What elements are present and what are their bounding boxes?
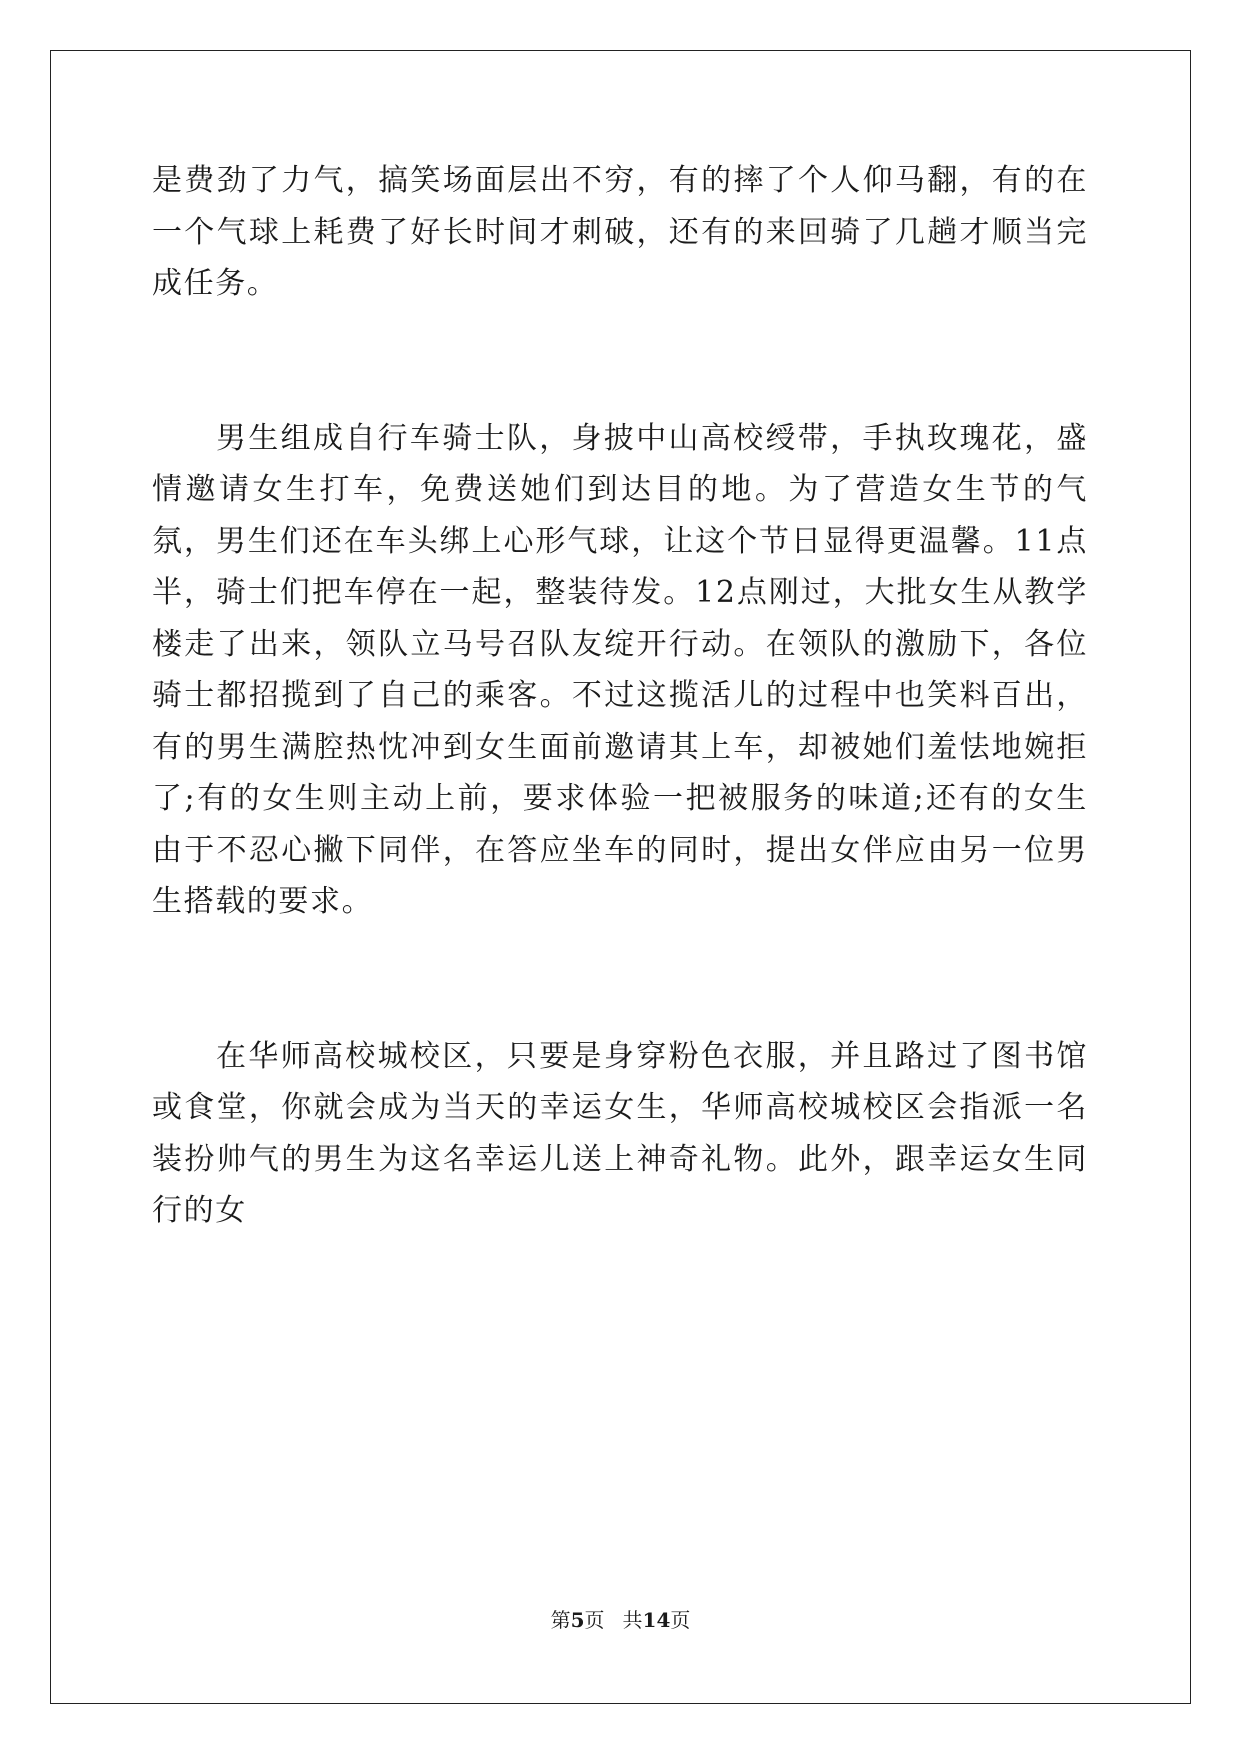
page-total: 14 [642,1608,671,1632]
paragraph-3: 在华师高校城校区，只要是身穿粉色衣服，并且路过了图书馆或食堂，你就会成为当天的幸运女生，华师高校城校区会指派一名装扮帅气的男生为这名幸运儿送上神奇礼物。此外，跟幸运女生同行的女 [152,1038,1088,1228]
paragraph-2: 男生组成自行车骑士队，身披中山高校绶带，手执玫瑰花，盛情邀请女生打车，免费送她们到达目的地。为了营造女生节的气氛，男生们还在车头绑上心形气球，让这个节日显得更温馨。11点半，骑士们把车停在一起，整装待发。12点刚过，大批女生从教学楼走了出来，领队立马号召队友绽开行动。在领队的激励下，各位骑士都招揽到了自己的乘客。不过这揽活儿的过程中也笑料百出，有的男生满腔热忱冲到女生面前邀请其上车，却被她们羞怯地婉拒了;有的女生则主动上前，要求体验一把被服务的味道;还有的女生由于不忍心撇下同伴，在答应坐车的同时，提出女伴应由另一位男生搭载的要求。 [152,420,1088,919]
page-footer [0,1606,1241,1634]
page-number-suffix: 页 [584,1608,605,1632]
page-total-prefix: 共 [622,1608,643,1632]
page-number-current: 5 [570,1608,585,1632]
paragraph-spacer [152,928,1088,1031]
paragraph-1: 是费劲了力气，搞笑场面层出不穷，有的摔了个人仰马翻，有的在一个气球上耗费了好长时间才刺破，还有的来回骑了几趟才顺当完成任务。 [152,163,1088,301]
page-total-suffix: 页 [670,1608,691,1632]
paragraph-spacer [152,310,1088,413]
document-body [152,155,1088,1237]
page-number-prefix: 第 [550,1608,571,1632]
